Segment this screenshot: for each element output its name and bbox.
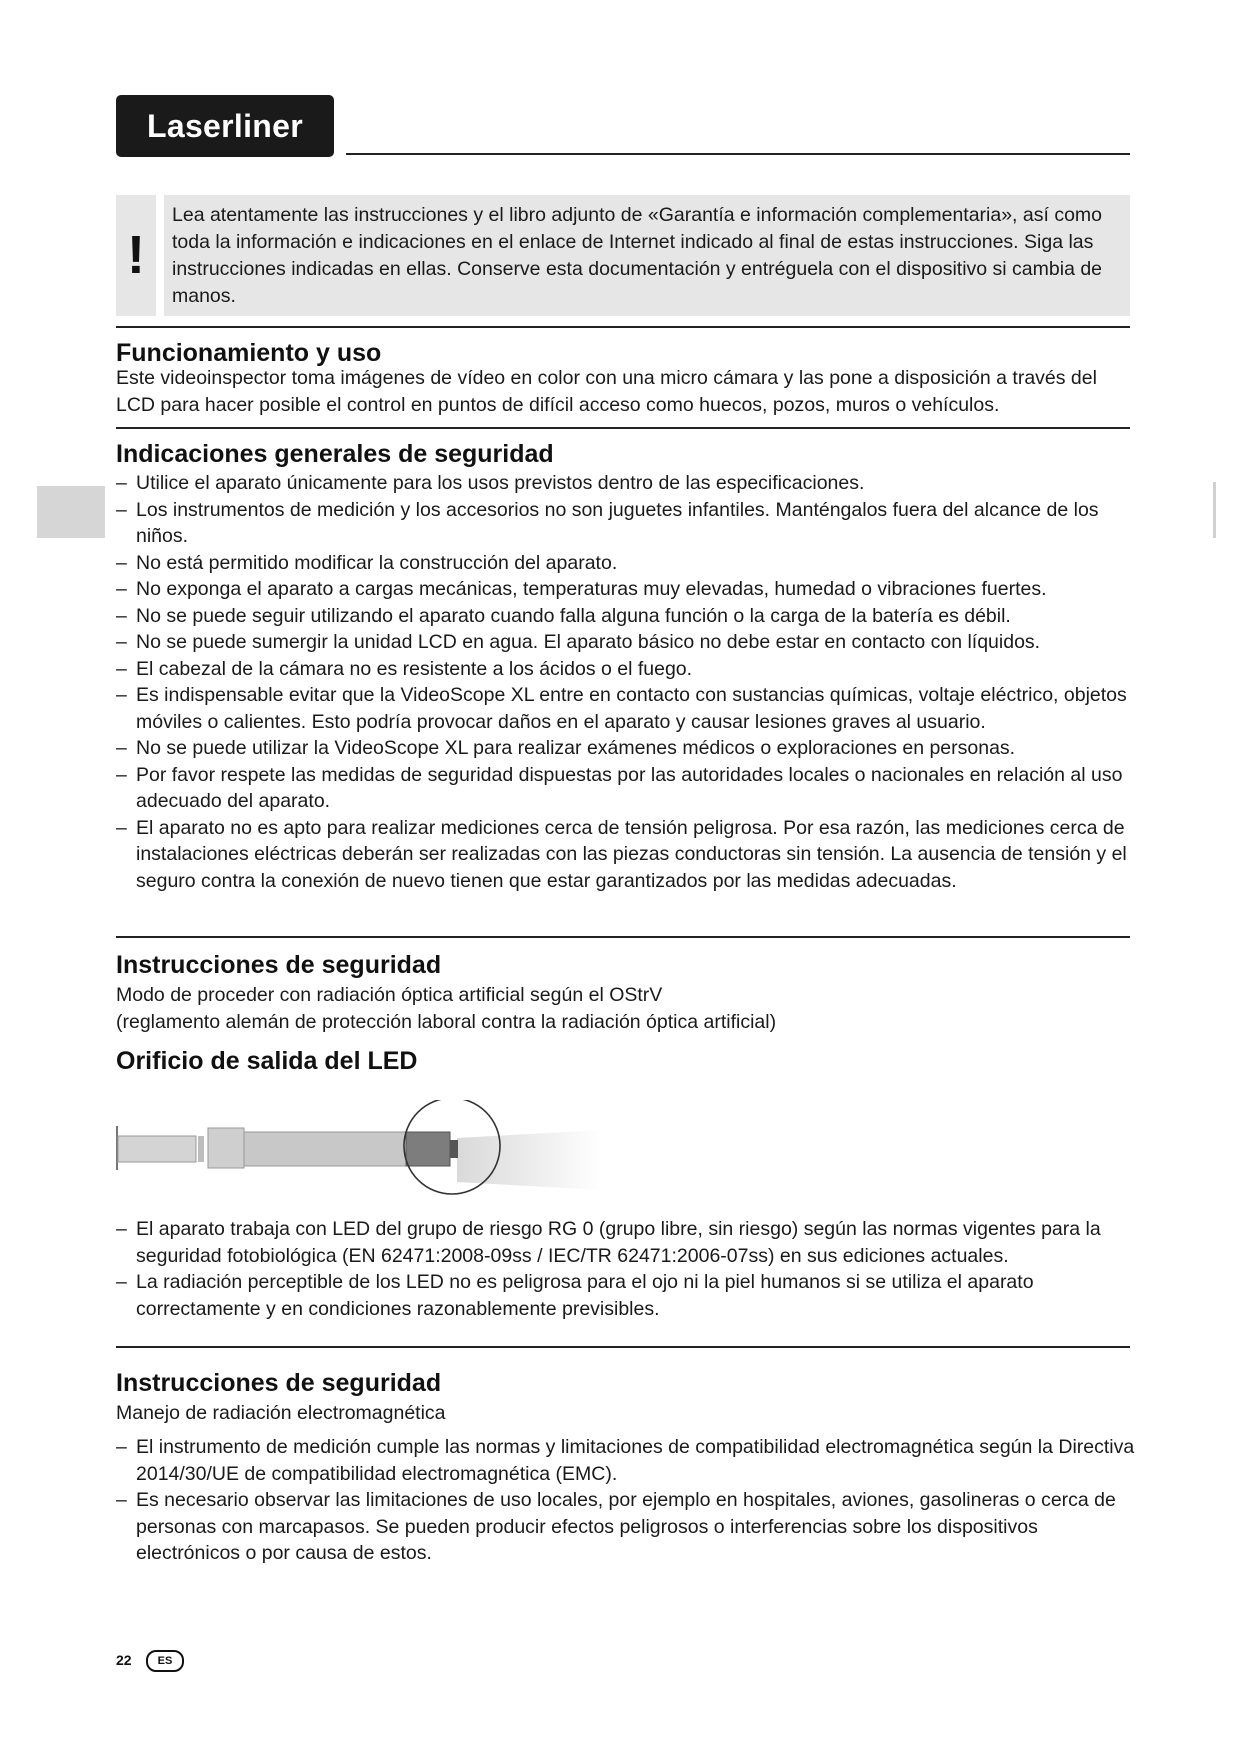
seguridad-em-subtitle: Manejo de radiación electromagnética — [116, 1402, 446, 1424]
list-item-text: Los instrumentos de medición y los accesorios no son juguetes infantiles. Manténgalos fuera del alcance de los niños. — [136, 498, 1099, 547]
list-item — [116, 629, 1146, 656]
section-title-seguridad-optica: Instrucciones de seguridad — [116, 951, 442, 979]
brand-logo: Laserliner — [116, 95, 334, 157]
list-item-text: No se puede utilizar la VideoScope XL para realizar exámenes médicos o exploraciones en personas. — [136, 737, 1016, 759]
list-item — [116, 497, 1146, 550]
list-item — [116, 656, 1146, 683]
list-item-text: El aparato no es apto para realizar mediciones cerca de tensión peligrosa. Por esa razón, las mediciones cerca de instalaciones eléctricas deberán ser realizadas con las piezas conductoras sin tensión. La ausencia de tensión y el seguro contra la conexión de nuevo tienen que estar garantizados por las medidas adecuadas. — [136, 816, 1127, 892]
list-item — [116, 735, 1146, 762]
led-exit-illustration — [112, 1100, 632, 1222]
list-item-text: No se puede sumergir la unidad LCD en agua. El aparato básico no debe estar en contacto con líquidos. — [136, 631, 1041, 653]
list-dash: – — [116, 498, 127, 521]
probe-cable — [118, 1136, 196, 1162]
list-item — [116, 1216, 1146, 1269]
list-dash: – — [116, 763, 127, 786]
list-dash: – — [116, 578, 127, 600]
list-item — [116, 1434, 1146, 1487]
seguridad-optica-line-1: Modo de proceder con radiación óptica artificial según el OStrV — [116, 984, 663, 1006]
list-item — [116, 576, 1146, 603]
list-dash: – — [116, 604, 127, 627]
list-item — [116, 815, 1146, 895]
list-dash: – — [116, 1489, 127, 1511]
list-dash: – — [116, 631, 127, 653]
list-item-text: Utilice el aparato únicamente para los usos previstos dentro de las especificaciones. — [136, 472, 865, 494]
probe-sleeve — [208, 1128, 244, 1168]
list-item-text: Por favor respete las medidas de seguridad dispuestas por las autoridades locales o nacionales en relación al uso adecuado del aparato. — [136, 763, 1123, 812]
section-rule — [116, 936, 1130, 938]
section-title-seguridad-em: Instrucciones de seguridad — [116, 1369, 442, 1397]
list-dash: – — [116, 684, 127, 706]
list-dash: – — [116, 1436, 127, 1458]
probe-body — [244, 1132, 408, 1166]
page-number: 22 — [116, 1652, 132, 1668]
seguridad-em-list — [116, 1434, 1146, 1567]
notice-box — [116, 195, 1130, 316]
section-rule — [116, 427, 1130, 429]
list-item-text: Es indispensable evitar que la VideoScope XL entre en contacto con sustancias químicas, voltaje eléctrico, objetos móviles o calientes. Esto podría provocar daños en el aparato y causar lesiones graves al usuario. — [136, 684, 1127, 733]
list-item-text: No está permitido modificar la construcción del aparato. — [136, 551, 618, 574]
list-item — [116, 762, 1146, 815]
page-edge-marker — [1213, 482, 1216, 538]
led-lens-icon — [450, 1140, 458, 1158]
list-item-text: No exponga el aparato a cargas mecánicas, temperaturas muy elevadas, humedad o vibraciones fuertes. — [136, 578, 1047, 600]
section-title-led: Orificio de salida del LED — [116, 1047, 418, 1075]
list-dash: – — [116, 657, 127, 680]
language-badge: ES — [146, 1650, 184, 1672]
notice-divider — [156, 195, 164, 316]
list-item-text: El instrumento de medición cumple las normas y limitaciones de compatibilidad electromagnética según la Directiva 2014/30/UE de compatibilidad electromagnética (EMC). — [136, 1436, 1135, 1485]
section-tab-marker — [37, 486, 105, 538]
header-rule — [346, 153, 1130, 155]
funcionamiento-text: Este videoinspector toma imágenes de vídeo en color con una micro cámara y las pone a disposición a través del LCD para hacer posible el control en puntos de difícil acceso como huecos, pozos, muros o vehículos. — [116, 367, 1097, 416]
list-item-text: El aparato trabaja con LED del grupo de riesgo RG 0 (grupo libre, sin riesgo) según las normas vigentes para la seguridad fotobiológica (EN 62471:2008-09ss / IEC/TR 62471:2006-07ss) en sus ediciones actuales. — [136, 1218, 1101, 1267]
list-item-text: El cabezal de la cámara no es resistente a los ácidos o el fuego. — [136, 657, 693, 680]
list-dash: – — [116, 472, 127, 494]
camera-head — [406, 1132, 450, 1166]
list-item — [116, 603, 1146, 630]
seguridad-optica-line-2: (reglamento alemán de protección laboral contra la radiación óptica artificial) — [116, 1011, 777, 1033]
light-beam — [457, 1130, 602, 1190]
list-dash: – — [116, 1271, 127, 1293]
list-item — [116, 682, 1146, 735]
list-item-text: La radiación perceptible de los LED no es peligrosa para el ojo ni la piel humanos si se utiliza el aparato correctamente y en condiciones razonablemente previsibles. — [136, 1271, 1034, 1320]
section-rule — [116, 326, 1130, 328]
section-rule — [116, 1346, 1130, 1348]
list-item — [116, 470, 1146, 497]
led-list — [116, 1216, 1146, 1322]
list-item — [116, 550, 1146, 577]
list-item — [116, 1487, 1146, 1567]
section-title-seguridad-general: Indicaciones generales de seguridad — [116, 440, 554, 468]
seguridad-general-list — [116, 470, 1146, 894]
list-item-text: No se puede seguir utilizando el aparato cuando falla alguna función o la carga de la batería es débil. — [136, 604, 1011, 627]
list-dash: – — [116, 1218, 127, 1240]
warning-icon: ! — [116, 195, 156, 316]
notice-text: Lea atentamente las instrucciones y el libro adjunto de «Garantía e información complementaria», así como toda la información e indicaciones en el enlace de Internet indicado al final de estas instrucciones. Siga las instrucciones indicadas en ellas. Conserve esta documentación y entréguela con el dispositivo si cambia de manos. — [172, 204, 1103, 307]
list-item — [116, 1269, 1146, 1322]
list-dash: – — [116, 737, 127, 759]
list-dash: – — [116, 551, 127, 574]
probe-joint — [198, 1136, 204, 1162]
list-dash: – — [116, 816, 127, 839]
list-item-text: Es necesario observar las limitaciones de uso locales, por ejemplo en hospitales, aviones, gasolineras o cerca de personas con marcapasos. Se pueden producir efectos peligrosos o interferencias sobre los dispositivos electrónicos o por causa de estos. — [136, 1489, 1116, 1564]
section-title-funcionamiento: Funcionamiento y uso — [116, 339, 382, 367]
